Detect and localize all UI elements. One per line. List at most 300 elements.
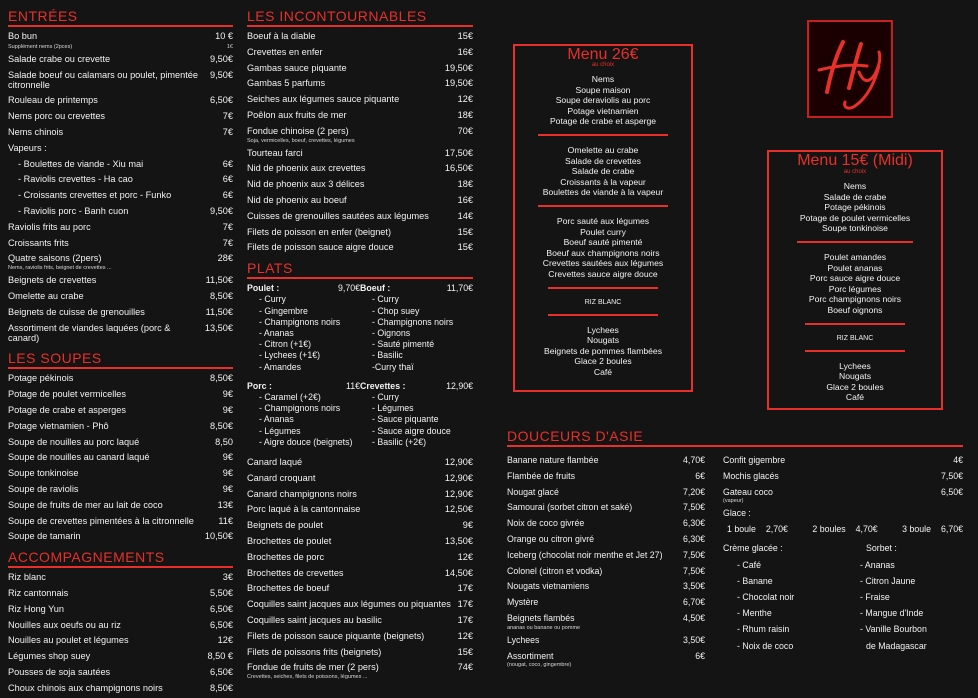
menu-item (247, 647, 473, 658)
item-price: 15€ (457, 31, 473, 41)
plat-group (247, 283, 360, 373)
menu-item (247, 615, 473, 626)
item-price: 7€ (222, 126, 233, 137)
plat-group (247, 381, 360, 448)
dessert-item (507, 550, 705, 561)
item-price: 74€ (457, 662, 473, 673)
menu-26-starters (515, 74, 691, 127)
item-price: 14€ (457, 210, 473, 221)
item-price: 6€ (222, 190, 233, 201)
dessert-item (507, 566, 705, 577)
item-name: Brochettes de crevettes (247, 567, 344, 578)
item-name: Filets de poisson en enfer (beignet) (247, 226, 392, 237)
item-name: Lychees (507, 634, 540, 645)
item-name: Crevettes en enfer (247, 46, 323, 57)
item-name: Soupe de nouilles au porc laqué (8, 436, 140, 447)
menu-15-desserts (769, 361, 941, 403)
item-name: Nougat glacé (507, 486, 559, 497)
item-price: 11€ (218, 515, 233, 526)
plat-option: - Citron (+1€) (259, 339, 312, 350)
item-price: 7€ (222, 237, 233, 248)
sorbet-flavor: - Citron Jaune (860, 575, 916, 586)
menu-15-riz: RIZ BLANC (836, 334, 874, 342)
menu-item (8, 111, 233, 122)
item-price: 9€ (222, 468, 233, 479)
plat-option: - Sauté pimenté (372, 339, 435, 350)
item-name: Rouleau de printemps (8, 95, 98, 106)
sorbet-flavor: - Ananas (860, 559, 895, 570)
item-name: Soupe de tamarin (8, 531, 81, 542)
glace-option-label: 1 boule (727, 524, 756, 535)
plats-title: PLATS (247, 258, 473, 279)
item-price: 16€ (457, 46, 473, 57)
menu-line: Soupe deraviolis au porc (555, 95, 651, 106)
menu-item (8, 452, 233, 463)
item-name: Filets de poisson sauce piquante (beignets) (247, 630, 425, 641)
item-name: Salade boeuf ou calamars ou poulet, pimentée citronnelle (8, 69, 199, 91)
menu-15-separator (805, 350, 905, 352)
item-price: 4€ (953, 455, 963, 465)
item-name: Légumes shop suey (8, 651, 91, 662)
item-name: Cuisses de grenouilles sautées aux légumes (247, 210, 429, 221)
menu-item (8, 70, 233, 91)
item-price: 9,50€ (210, 69, 233, 80)
menu-item (247, 227, 473, 238)
menu-item (247, 47, 473, 58)
menu-item (247, 568, 473, 579)
dessert-item (507, 502, 705, 513)
item-price: 9€ (222, 452, 233, 463)
item-name: Nougats vietnamiens (507, 581, 590, 592)
item-price: 8,50€ (210, 373, 233, 384)
menu-item (8, 44, 233, 50)
item-price: 18€ (457, 109, 473, 120)
menu-line: Boeuf aux champignons noirs (546, 247, 660, 258)
item-name: Soupe de nouilles au canard laqué (8, 452, 150, 463)
menu-line: Café (593, 366, 613, 377)
menu-line: Salade de crabe (823, 191, 887, 202)
menu-line: Boeuf oignons (827, 304, 883, 315)
menu-item (8, 291, 233, 302)
creme-flavor: - Banane (737, 575, 773, 586)
item-price: 9,50€ (210, 205, 233, 216)
item-price: 18€ (457, 179, 473, 190)
menu-item (8, 190, 233, 201)
item-price: 8,50€ (210, 420, 233, 431)
plats-list (247, 457, 473, 681)
menu-item (8, 373, 233, 384)
plat-option: - Légumes (372, 403, 414, 414)
menu-item (247, 631, 473, 642)
menu-item (8, 468, 233, 479)
menu-line: Potage vietnamien (567, 105, 639, 116)
item-price: 9,50€ (210, 53, 233, 64)
menu-item (8, 651, 233, 662)
menu-line: Poulet amandes (823, 251, 887, 262)
column-left (8, 2, 233, 698)
menu-line: Potage de crabe et asperge (549, 116, 657, 127)
item-price: 12€ (217, 635, 233, 646)
plat-option: - Curry (372, 294, 399, 305)
plat-option: - Ananas (259, 414, 294, 425)
item-name: Supplément nems (2pces) (8, 43, 73, 50)
item-name: Choux chinois aux champignons noirs (8, 682, 163, 693)
item-name: Beignets de poulet (247, 520, 324, 531)
menu-item (8, 683, 233, 694)
menu-line: Soupe tonkinoise (822, 223, 888, 234)
menu-26-box (513, 44, 693, 392)
menu-26-desserts (515, 325, 691, 378)
menu-line: Potage de poulet vermicelles (799, 212, 911, 223)
item-price: 9€ (222, 389, 233, 400)
item-name: Brochettes de poulet (247, 535, 332, 546)
item-price: 6,50€ (940, 486, 963, 497)
menu-line: Soupe maison (575, 84, 631, 95)
sorbet-column (848, 540, 963, 653)
item-name: Potage pékinois (8, 373, 74, 384)
item-price: 15€ (457, 646, 473, 657)
item-note: (vapeur) (723, 498, 744, 505)
glace-option-price: 6,70€ (940, 524, 963, 535)
menu-line: Crevettes sauce aigre douce (548, 268, 658, 279)
plat-group-head (247, 381, 360, 392)
item-price: 6€ (695, 650, 705, 661)
item-name: Raviolis frits au porc (8, 221, 91, 232)
menu-item (8, 604, 233, 615)
menu-line: Porc champignons noirs (808, 294, 902, 305)
glace-options (723, 524, 963, 535)
entrees-title: ENTRÉES (8, 6, 233, 27)
menu-line: Porc légumes (828, 283, 882, 294)
plat-group-head (360, 283, 473, 294)
dessert-item (507, 597, 705, 608)
item-name: - Raviolis porc - Banh cuon (18, 205, 129, 216)
dessert-item (507, 487, 705, 498)
item-name: Beignets flambés (507, 612, 575, 623)
item-name: - Croissants crevettes et porc - Funko (18, 190, 172, 201)
item-name: - Boulettes de viande - Xiu mai (18, 158, 144, 169)
dessert-item (507, 455, 705, 466)
glace-option-price: 2,70€ (765, 524, 788, 535)
item-note: ananas ou banane ou pomme (507, 624, 581, 631)
menu-line: Porc sauté aux légumes (556, 215, 650, 226)
item-name: Seiches aux légumes sauce piquante (247, 94, 400, 105)
menu-26-separator (538, 134, 668, 136)
item-price: 8,50€ (210, 682, 233, 693)
creme-label: Crème glacée : (723, 543, 783, 554)
menu-item (247, 163, 473, 174)
item-price: 12€ (457, 551, 473, 562)
restaurant-logo (807, 20, 893, 118)
item-price: 6,50€ (210, 619, 233, 630)
item-name: Gambas 5 parfums (247, 78, 326, 89)
item-name: Nid de phoenix aux 3 délices (247, 179, 365, 190)
plat-group-head (247, 283, 360, 294)
menu-15-separator (797, 241, 913, 243)
plat-option: - Aigre douce (beignets) (259, 436, 353, 447)
item-note: Soja, vermicelles, boeuf, crevettes, légumes (247, 137, 355, 144)
item-name: Fondue chinoise (2 pers) (247, 125, 349, 136)
plat-group (360, 283, 473, 373)
menu-item (8, 500, 233, 511)
menu-line: Beignets de pommes flambées (544, 345, 662, 356)
creme-flavor: - Menthe (737, 608, 772, 619)
item-name: Soupe tonkinoise (8, 468, 79, 479)
item-price: 6,30€ (682, 518, 705, 529)
item-price: 6,30€ (682, 533, 705, 544)
logo-icon (809, 22, 891, 116)
item-name: Vapeurs : (8, 142, 47, 153)
item-name: - Raviolis crevettes - Ha cao (18, 174, 133, 185)
item-price: 6€ (222, 158, 233, 169)
plat-option: - Champignons noirs (259, 403, 341, 414)
menu-item (247, 195, 473, 206)
item-price: 14,50€ (444, 567, 473, 578)
plat-option: - Légumes (259, 425, 301, 436)
item-name: Colonel (citron et vodka) (507, 565, 603, 576)
menu-item (8, 238, 233, 249)
menu-line: Poulet ananas (827, 262, 883, 273)
plats-groups-2 (247, 381, 473, 448)
menu-line: Boulettes de viande à la vapeur (542, 187, 664, 198)
sorbet-flavor: - Fraise (860, 592, 890, 602)
item-price: 9€ (462, 520, 473, 531)
menu-item (247, 536, 473, 547)
sorbet-flavor: - Mangue d'Inde (860, 608, 924, 619)
item-price: 6,70€ (682, 597, 705, 608)
menu-item (8, 323, 233, 344)
item-price: 13,50€ (444, 535, 473, 546)
menu-item (8, 307, 233, 318)
dessert-item (507, 635, 705, 646)
item-price: 3,50€ (682, 581, 705, 592)
item-price: 12,90€ (444, 488, 473, 499)
dessert-item (507, 518, 705, 529)
menu-line: Porc sauce aigre douce (809, 273, 901, 284)
douceurs-title: DOUCEURS D'ASIE (507, 426, 963, 447)
glace-option-label: 3 boule (902, 524, 931, 535)
menu-item (247, 552, 473, 563)
item-price: 1€ (226, 43, 233, 50)
item-name: Mystère (507, 597, 539, 608)
item-name: Beignets de crevettes (8, 275, 97, 286)
soupes-title: LES SOUPES (8, 348, 233, 369)
item-name: Soupe de raviolis (8, 483, 79, 494)
item-price: 13,50€ (204, 322, 233, 333)
item-price: 9€ (222, 483, 233, 494)
menu-line: Nougats (838, 371, 871, 382)
item-name: Filets de poissons frits (beignets) (247, 646, 382, 657)
menu-line: Lychees (587, 324, 619, 335)
creme-flavor: - Chocolat noir (737, 592, 795, 602)
item-price: 6,50€ (210, 666, 233, 677)
menu-15-separator (805, 323, 905, 325)
menu-line: Salade de crabe (571, 166, 635, 177)
item-price: 6,50€ (210, 603, 233, 614)
menu-15-choice: au choix (843, 169, 867, 175)
menu-26-entrees (515, 145, 691, 198)
menu-item (247, 457, 473, 468)
item-name: Nems chinois (8, 126, 64, 137)
menu-item (247, 179, 473, 190)
sorbet-label: Sorbet : (866, 543, 897, 554)
douceurs-right-list (723, 455, 963, 654)
menu-item (247, 473, 473, 484)
item-name: Assortiment (507, 650, 554, 661)
creme-glacee-column (723, 540, 838, 653)
plat-group-name: Poulet : (247, 283, 280, 294)
item-price: 17€ (457, 614, 473, 625)
menu-26-separator (548, 287, 658, 289)
glace-option (723, 524, 788, 535)
item-price: 13€ (217, 499, 233, 510)
plat-group-name: Crevettes : (360, 380, 406, 391)
plat-group-price: 11,70€ (446, 283, 473, 294)
item-name: Assortiment de viandes laquées (porc & canard) (8, 322, 171, 344)
menu-item (8, 159, 233, 170)
menu-line: Salade de crevettes (565, 155, 641, 166)
item-name: Boeuf à la diable (247, 31, 316, 41)
plat-option: - Lychees (+1€) (259, 350, 321, 361)
item-name: Riz Hong Yun (8, 603, 65, 614)
menu-item (8, 54, 233, 65)
menu-item (247, 599, 473, 610)
plat-group-price: 11€ (345, 380, 360, 391)
menu-line: Crevettes sautées aux légumes (542, 258, 664, 269)
item-price: 5,50€ (210, 587, 233, 598)
glace-label-row (723, 508, 963, 519)
dessert-item (723, 487, 963, 498)
dessert-item (507, 581, 705, 592)
item-name: Fondue de fruits de mer (2 pers) (247, 662, 379, 673)
menu-line: Omelette au crabe (567, 144, 639, 155)
item-name: Nouilles aux oeufs ou au riz (8, 619, 121, 630)
dessert-item (723, 455, 963, 466)
menu-15-title: Menu 15€ (Midi) (791, 152, 919, 170)
sorbet-flavor: de Madagascar (866, 640, 927, 651)
item-price: 7,50€ (940, 470, 963, 481)
menu-26-separator (538, 205, 668, 207)
glace-option-price: 4,70€ (855, 524, 878, 535)
item-name: Potage de crabe et asperges (8, 404, 126, 415)
item-price: 7€ (222, 111, 233, 122)
item-price: 9€ (222, 404, 233, 415)
plat-option: - Gingembre (259, 305, 308, 316)
menu-item (8, 143, 233, 154)
item-note: Nems, raviolis frits, beignet de crevettes ... (8, 265, 112, 272)
menu-item (8, 95, 233, 106)
item-price: 3,50€ (682, 634, 705, 645)
dessert-item (723, 471, 963, 482)
menu-item (8, 405, 233, 416)
plat-group-head (360, 381, 473, 392)
menu-item (247, 148, 473, 159)
column-middle (247, 2, 473, 684)
item-name: Coquilles saint jacques aux légumes ou piquantes (247, 599, 451, 610)
menu-15-starters (769, 181, 941, 234)
item-name: Gambas sauce piquante (247, 62, 347, 73)
plat-option: - Chop suey (372, 305, 420, 316)
item-price: 15€ (457, 226, 473, 237)
menu-item (247, 583, 473, 594)
dessert-item (507, 534, 705, 545)
creme-flavor: - Rhum raisin (737, 624, 790, 635)
dessert-item (507, 613, 705, 624)
menu-item (8, 516, 233, 527)
accompagnements-list (8, 572, 233, 694)
menu-item (8, 484, 233, 495)
item-name: Confit gigembre (723, 455, 786, 465)
menu-line: Nems (843, 181, 867, 191)
menu-line: Nougats (586, 335, 619, 346)
item-price: 11,50€ (205, 306, 233, 317)
menu-item (247, 504, 473, 515)
menu-26-mains (515, 216, 691, 280)
item-price: 4,50€ (682, 612, 705, 623)
sorbet-flavor: - Vanille Bourbon (860, 624, 927, 635)
menu-26-choice: au choix (591, 62, 615, 68)
plat-option: - Champignons noirs (259, 316, 341, 327)
plat-option: - Oignons (372, 327, 411, 338)
menu-line: Nems (591, 74, 615, 84)
plat-group (360, 381, 473, 448)
menu-15-mains (769, 252, 941, 316)
plat-option: - Sauce aigre douce (372, 425, 451, 436)
item-name: Soupe de crevettes pimentées à la citronnelle (8, 515, 194, 526)
item-price: 7,50€ (682, 565, 705, 576)
item-price: 11,50€ (205, 275, 233, 286)
item-name: Quatre saisons (2pers) (8, 253, 102, 264)
plat-option: - Curry (372, 391, 399, 402)
menu-item (8, 667, 233, 678)
glace-option-label: 2 boules (812, 524, 846, 535)
menu-item (247, 31, 473, 42)
item-name: Bo bun (8, 31, 38, 41)
item-price: 16,50€ (444, 163, 473, 174)
item-name: Tourteau farci (247, 147, 303, 158)
creme-sorbet-grid (723, 540, 963, 653)
item-name: Filets de poisson sauce aigre douce (247, 242, 394, 253)
menu-item (8, 222, 233, 233)
item-price: 7,50€ (682, 502, 705, 513)
item-name: Soupe de fruits de mer au lait de coco (8, 499, 163, 510)
item-name: Pousses de soja sautées (8, 666, 111, 677)
menu-item (247, 211, 473, 222)
menu-item (8, 437, 233, 448)
item-name: Coquilles saint jacques au basilic (247, 614, 382, 625)
item-price: 6€ (695, 470, 705, 481)
menu-item (8, 275, 233, 286)
item-price: 10,50€ (204, 531, 233, 542)
menu-item (8, 206, 233, 217)
item-name: Nems porc ou crevettes (8, 111, 106, 122)
creme-flavor: - Noix de coco (737, 640, 794, 651)
plat-option: - Ananas (259, 327, 294, 338)
menu-item (8, 127, 233, 138)
item-price: 3€ (222, 572, 233, 583)
plat-group-price: 9,70€ (337, 283, 360, 294)
menu-item (8, 572, 233, 583)
item-name: Riz blanc (8, 572, 46, 583)
item-price: 12,90€ (444, 457, 473, 467)
item-name: Poêlon aux fruits de mer (247, 109, 347, 120)
item-price: 17€ (457, 583, 473, 594)
item-price: 7,20€ (682, 486, 705, 497)
menu-15-box (767, 150, 943, 410)
menu-item (247, 63, 473, 74)
soupes-list (8, 373, 233, 542)
item-note: Crevettes, seiches, filets de poissons, légumes ... (247, 674, 368, 681)
